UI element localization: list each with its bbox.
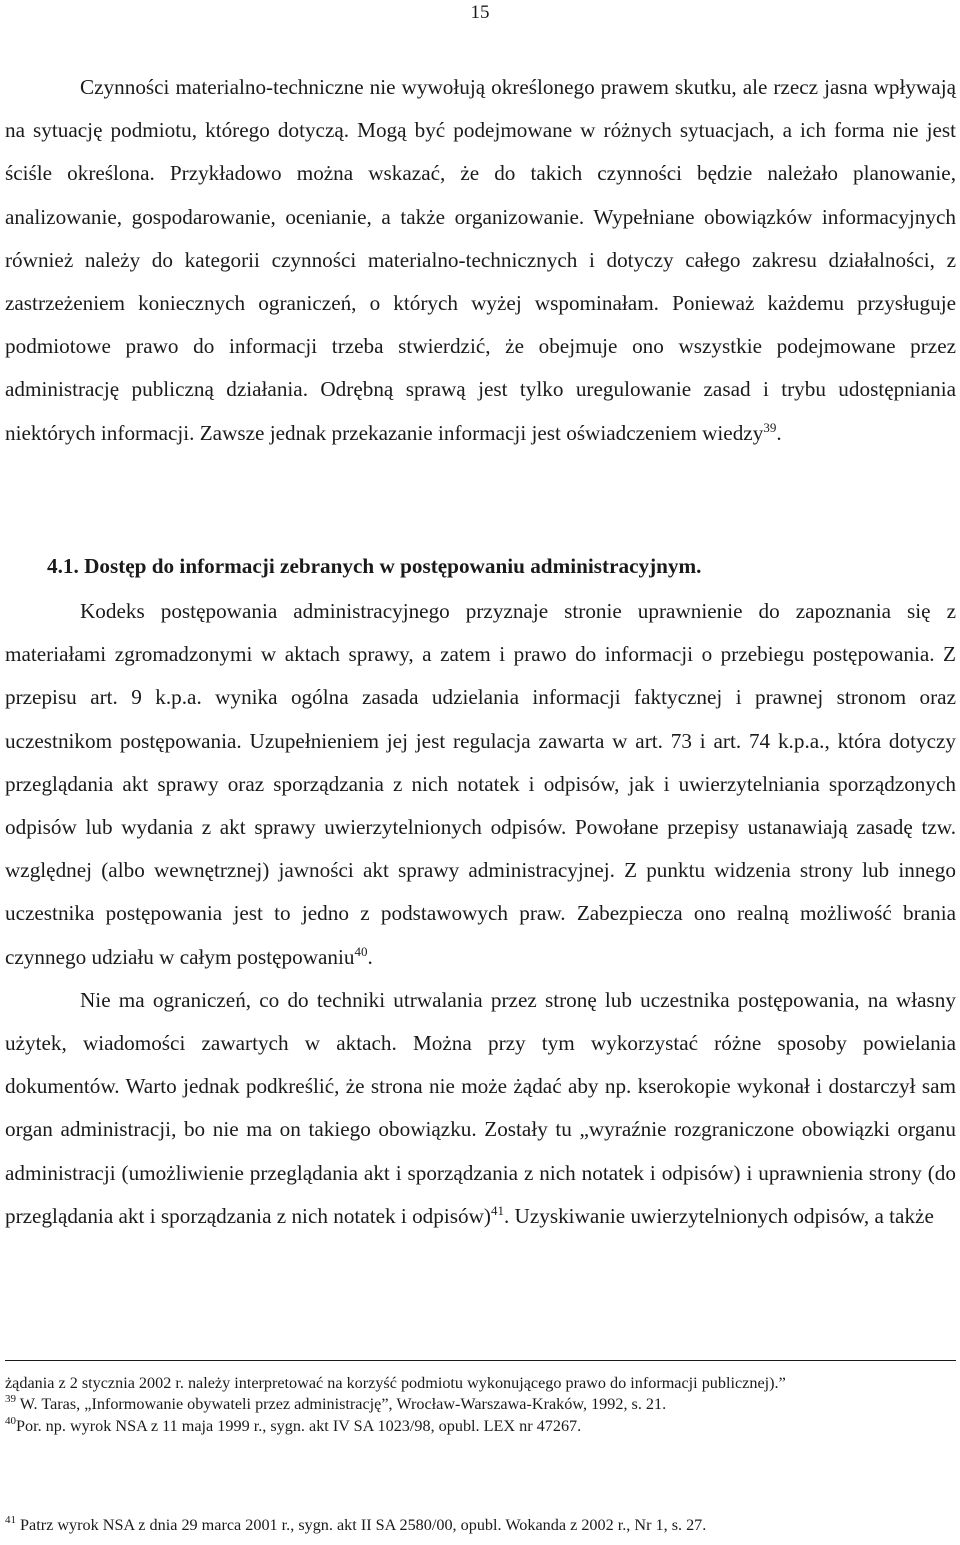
footnote-40 [5,1416,956,1437]
section-heading: 4.1. Dostęp do informacji zebranych w postępowaniu administracyjnym. [47,554,702,578]
paragraph [5,590,956,979]
footnote-text: Patrz wyrok NSA z dnia 29 marca 2001 r., sygn. akt II SA 2580/00, opubl. Wokanda z 2002 r., Nr 1, s. 27. [16,1516,707,1534]
paragraph-end: . [367,944,373,969]
main-text-lower [5,590,956,1238]
paragraph-end: . [776,420,782,445]
paragraph [5,66,956,455]
footnote-39 [5,1394,956,1415]
footnote-separator [5,1360,956,1361]
paragraph-text: Kodeks postępowania administracyjnego przyznaje stronie uprawnienie do zapoznania się z materiałami zgromadzonymi w aktach sprawy, a zatem i prawo do informacji o przebiegu postępowania. Z przepisu art. 9 k.p.a. wynika ogólna zasada udzielania informacji faktycznej i prawnej stronom oraz uczestnikom postępowania. Uzupełnieniem jej jest regulacja zawarta w art. 73 i art. 74 k.p.a., która dotyczy przeglądania akt sprawy oraz sporządzania z nich notatek i odpisów, jak i uwierzytelniania sporządzonych odpisów lub wydania z akt sprawy uwierzytelnionych odpisów. Powołane przepisy ustanawiają zasadę tzw. względnej (albo wewnętrznej) jawności akt sprawy administracyjnej. Z punktu widzenia strony lub innego uczestnika postępowania jest to jedno z podstawowych praw. Zabezpiecza ono realną możliwość brania czynnego udziału w całym postępowaniu [5,599,956,969]
page-number: 15 [470,2,490,23]
paragraph-end: . Uzyskiwanie uwierzytelnionych odpisów, a także [503,1203,934,1228]
footnote-ref-41[interactable]: 41 [490,1202,504,1218]
footnote-continuation: żądania z 2 stycznia 2002 r. należy interpretować na korzyść podmiotu wykonującego prawo do informacji publicznej).” [5,1374,786,1392]
footnote-ref-40[interactable]: 40 [354,943,368,959]
footnote-text: Por. np. wyrok NSA z 11 maja 1999 r., sygn. akt IV SA 1023/98, opubl. LEX nr 47267. [16,1416,582,1435]
footnote-number: 40 [5,1414,16,1427]
main-text-upper [5,66,956,455]
paragraph-text: Czynności materialno-techniczne nie wywołują określonego prawem skutku, ale rzecz jasna wpływają na sytuację podmiotu, którego dotyczą. Mogą być podejmowane w różnych sytuacjach, a ich forma nie jest ściśle określona. Przykładowo można wskazać, że do takich czynności będzie należało planowanie, analizowanie, gospodarowanie, ocenianie, a także organizowanie. Wypełniane obowiązków informacyjnych również należy do kategorii czynności materialno-technicznych i dotyczy całego zakresu działalności, z zastrzeżeniem koniecznych ograniczeń, o których wyżej wspominałam. Ponieważ każdemu przysługuje podmiotowe prawo do informacji trzeba stwierdzić, że obejmuje ono wszystkie podejmowane przez administrację publiczną działania. Odrębną sprawą jest tylko uregulowanie zasad i trybu udostępniania niektórych informacji. Zawsze jednak przekazanie informacji jest oświadczeniem wiedzy [5,75,956,445]
footnote-number: 41 [5,1514,16,1526]
footnote-41 [5,1514,956,1536]
footnotes [5,1373,956,1437]
paragraph-text: Nie ma ograniczeń, co do techniki utrwalania przez stronę lub uczestnika postępowania, na własny użytek, wiadomości zawartych w aktach. Można przy tym wykorzystać różne sposoby powielania dokumentów. Warto jednak podkreślić, że strona nie może żądać aby np. kserokopie wykonał i dostarczył sam organ administracji, bo nie ma on takiego obowiązku. Zostały tu „wyraźnie rozgraniczone obowiązki organu administracji (umożliwienie przeglądania akt i sporządzania z nich notatek i odpisów) i uprawnienia strony (do przeglądania akt i sporządzania z nich notatek i odpisów) [5,987,956,1228]
paragraph [5,979,956,1238]
footnote-number: 39 [5,1393,16,1406]
footnote-text: W. Taras, „Informowanie obywateli przez administrację”, Wrocław-Warszawa-Kraków, 1992, s. 21. [16,1395,667,1414]
footnote-ref-39[interactable]: 39 [763,419,777,435]
